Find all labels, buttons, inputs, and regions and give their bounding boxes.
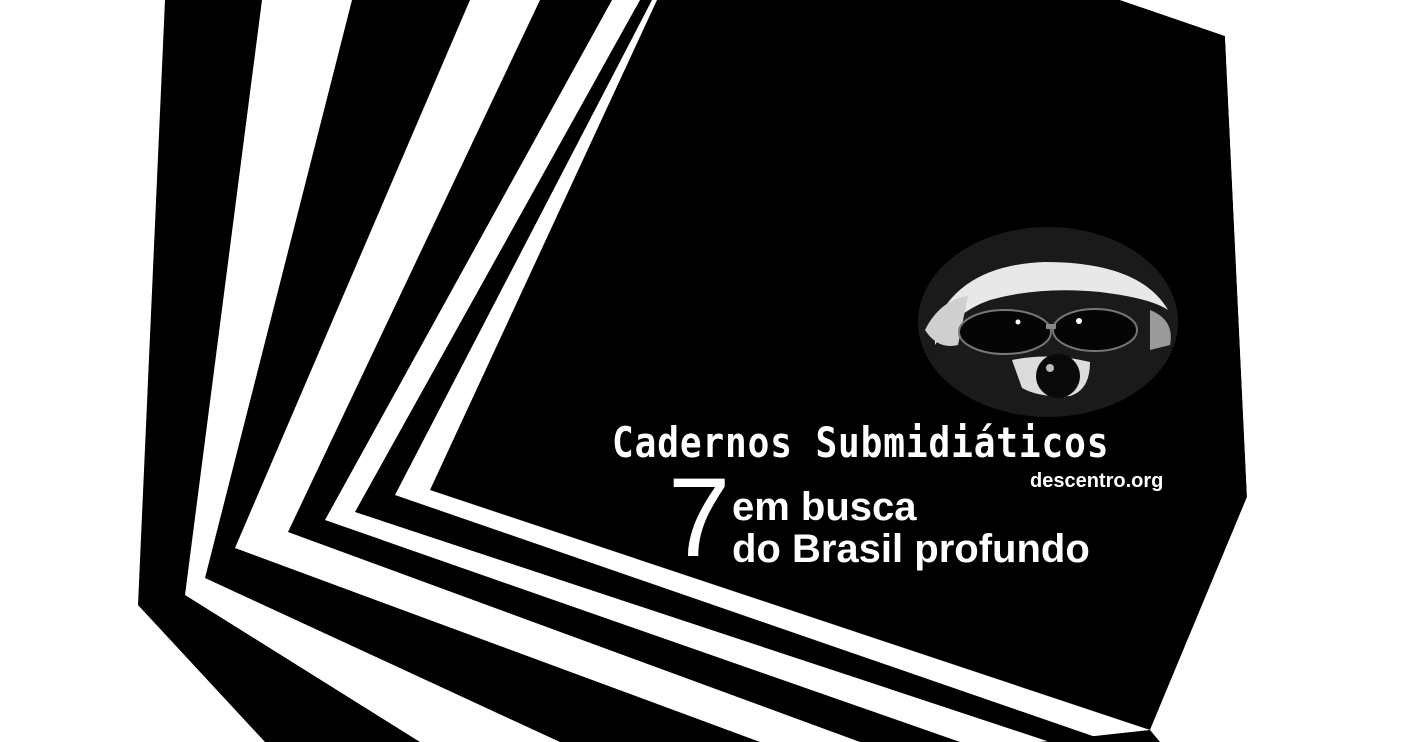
- subtitle-line-1: em busca: [732, 485, 917, 529]
- issue-subtitle: [732, 486, 1090, 570]
- issue-number: 7: [668, 455, 731, 580]
- magazine-title: Cadernos Submidiáticos: [612, 418, 1110, 467]
- subtitle-line-2: do Brasil profundo: [732, 527, 1090, 571]
- masked-face-with-sunglasses-and-clown-nose-icon: [918, 227, 1178, 417]
- website-label: descentro.org: [1030, 470, 1164, 492]
